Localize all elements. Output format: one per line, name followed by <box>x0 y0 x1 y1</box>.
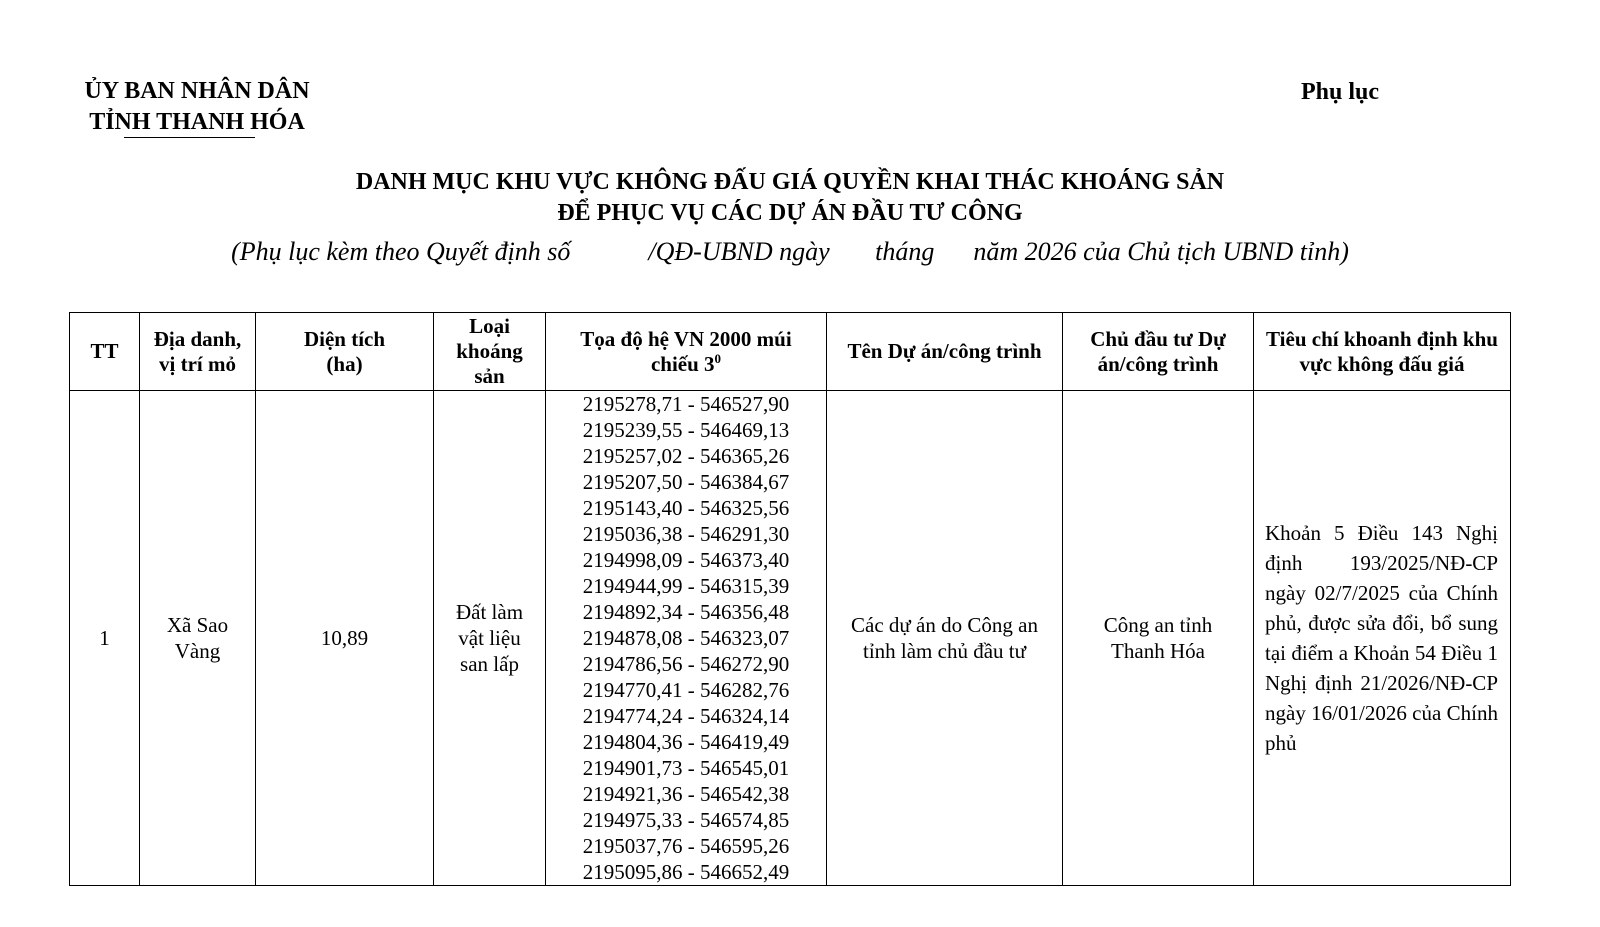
header-criteria: Tiêu chí khoanh định khu vực không đấu giá <box>1254 313 1511 391</box>
coordinate-line: 2195036,38 - 546291,30 <box>582 522 790 546</box>
header-mineral-type: Loại khoáng sản <box>434 313 546 391</box>
coordinate-line: 2194975,33 - 546574,85 <box>582 808 790 832</box>
header-investor: Chủ đầu tư Dự án/công trình <box>1063 313 1254 391</box>
coordinate-line: 2194921,36 - 546542,38 <box>582 782 790 806</box>
coordinate-line: 2194770,41 - 546282,76 <box>582 678 790 702</box>
coordinate-line: 2195095,86 - 546652,49 <box>582 860 790 884</box>
coordinate-line: 2195143,40 - 546325,56 <box>582 496 790 520</box>
cell-project: Các dự án do Công an tỉnh làm chủ đầu tư <box>827 391 1063 886</box>
cell-area: 10,89 <box>256 391 434 886</box>
document-subtitle: (Phụ lục kèm theo Quyết định số /QĐ-UBND ngày tháng năm 2026 của Chủ tịch UBND tỉnh) <box>231 237 1349 266</box>
coordinate-line: 2195257,02 - 546365,26 <box>582 444 790 468</box>
coordinate-line: 2194804,36 - 546419,49 <box>582 730 790 754</box>
coordinate-line: 2195239,55 - 546469,13 <box>582 418 790 442</box>
coordinate-line: 2194944,99 - 546315,39 <box>582 574 790 598</box>
header-coordinates-text: Tọa độ hệ VN 2000 múi chiếu 3 <box>580 326 792 376</box>
agency-underline <box>124 137 255 138</box>
table-header-row <box>70 313 1511 391</box>
agency-line-1: ỦY BAN NHÂN DÂN <box>84 78 310 104</box>
document-title <box>0 167 1580 229</box>
coordinate-line: 2195278,71 - 546527,90 <box>582 392 790 416</box>
header-coordinates <box>546 313 827 391</box>
criteria-text: Khoản 5 Điều 143 Nghị định 193/2025/NĐ-CP ngày 02/7/2025 của Chính phủ, được sửa đổi, bổ sung tại điểm a Khoản 54 Điều 1 Nghị định 21/2026/NĐ-CP ngày 16/01/2026 của Chính phủ <box>1265 521 1498 755</box>
agency-line-2: TỈNH THANH HÓA <box>89 109 305 135</box>
header-project: Tên Dự án/công trình <box>827 313 1063 391</box>
coordinate-line: 2194892,34 - 546356,48 <box>582 600 790 624</box>
mining-area-table <box>69 312 1511 886</box>
header-area: Diện tích (ha) <box>256 313 434 391</box>
coordinate-line: 2194786,56 - 546272,90 <box>582 652 790 676</box>
coordinate-line: 2194878,08 - 546323,07 <box>582 626 790 650</box>
cell-location: Xã Sao Vàng <box>140 391 256 886</box>
cell-coordinates <box>546 391 827 886</box>
title-line-1: DANH MỤC KHU VỰC KHÔNG ĐẤU GIÁ QUYỀN KHAI THÁC KHOÁNG SẢN <box>355 169 1225 195</box>
appendix-label: Phụ lục <box>1300 79 1380 105</box>
cell-mineral-type: Đất làm vật liệu san lấp <box>434 391 546 886</box>
cell-investor: Công an tỉnh Thanh Hóa <box>1063 391 1254 886</box>
title-line-2: ĐỂ PHỤC VỤ CÁC DỰ ÁN ĐẦU TƯ CÔNG <box>557 200 1023 226</box>
table-row <box>70 391 1511 886</box>
cell-tt: 1 <box>70 391 140 886</box>
header-tt: TT <box>70 313 140 391</box>
cell-criteria <box>1254 391 1511 886</box>
coordinate-line: 2194998,09 - 546373,40 <box>582 548 790 572</box>
header-coordinates-sup: 0 <box>714 350 722 366</box>
coordinate-line: 2195207,50 - 546384,67 <box>582 470 790 494</box>
header-location: Địa danh, vị trí mỏ <box>140 313 256 391</box>
coordinate-line: 2194774,24 - 546324,14 <box>582 704 790 728</box>
coordinate-line: 2194901,73 - 546545,01 <box>582 756 790 780</box>
coordinate-line: 2195037,76 - 546595,26 <box>582 834 790 858</box>
issuing-agency <box>72 76 322 138</box>
